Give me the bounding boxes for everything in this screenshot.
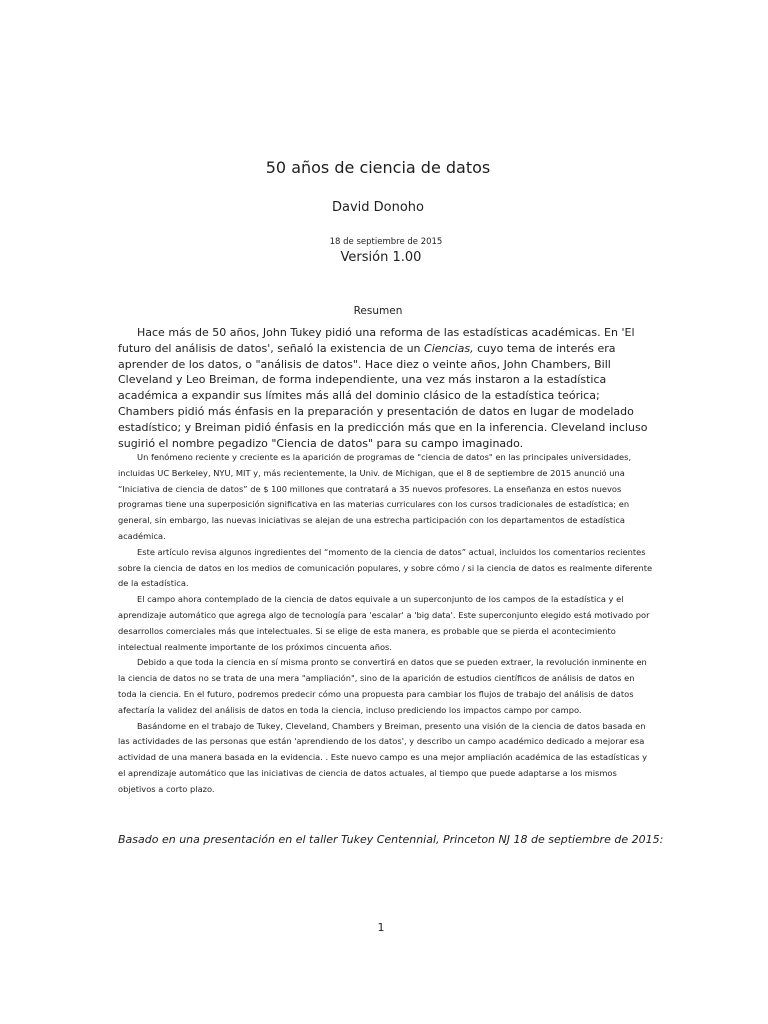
abstract-text bbox=[118, 325, 654, 451]
paper-version: Versión 1.00 bbox=[340, 250, 422, 265]
page-number: 1 bbox=[377, 921, 385, 934]
paper-author: David Donoho bbox=[331, 200, 424, 215]
body-paragraph: El campo ahora contemplado de la ciencia de datos equivale a un superconjunto de los campos de la estadística y el aprendizaje automático que agrega algo de tecnología para 'escalar' a 'big data'. Este superconjunto elegido está motivado por desarrollos comerciales más que intelectuales. Si se elige de esta manera, es probable que se pierda el acontecimiento intelectual realmente importante de los próximos cincuenta años. bbox=[118, 594, 650, 652]
abstract-italic-term: Ciencias, bbox=[424, 341, 474, 355]
paper-date: 18 de septiembre de 2015 bbox=[329, 237, 443, 247]
abstract-text-part-1: Hace más de 50 años, John Tukey pidió una reforma de las estadísticas académicas. En 'El futuro del análisis de datos', señaló la existencia de un bbox=[118, 326, 635, 355]
abstract-text-part-2: cuyo tema de interés era aprender de los datos, o "análisis de datos". Hace diez o veinte años, John Chambers, Bill Cleveland y Leo Breiman, de forma independiente, una vez más instaron a la estadística académica a expandir sus límites más allá del dominio clásico de la estadística teórica; Chambers pidió más énfasis en la preparación y presentación de datos en lugar de modelado estadístico; y Breiman pidió énfasis en la predicción más que en la inferencia. Cleveland incluso sugirió el nombre pegadizo "Ciencia de datos" para su campo imaginado. bbox=[118, 341, 648, 450]
body-paragraph: Un fenómeno reciente y creciente es la aparición de programas de "ciencia de datos" en las principales universidades, incluidas UC Berkeley, NYU, MIT y, más recientemente, la Univ. de Michigan, que el 8 de septiembre de 2015 anunció una “Iniciativa de ciencia de datos” de $ 100 millones que contratará a 35 nuevos profesores. La enseñanza en estos nuevos programas tiene una superposición significativa en las materias curriculares con los cursos tradicionales de estadística; en general, sin embargo, las nuevas iniciativas se alejan de una estrecha participación con los departamentos de estadística académica. bbox=[118, 452, 632, 541]
paper-title: 50 años de ciencia de datos bbox=[265, 158, 491, 177]
abstract-heading: Resumen bbox=[353, 305, 403, 317]
body-text bbox=[118, 450, 654, 798]
body-paragraph: Debido a que toda la ciencia en sí misma pronto se convertirá en datos que se pueden extraer, la revolución inminente en la ciencia de datos no se trata de una mera "ampliación", sino de la aparición de estudios científicos de análisis de datos en toda la ciencia. En el futuro, podremos predecir cómo una propuesta para cambiar los flujos de trabajo del análisis de datos afectaría la validez del análisis de datos en toda la ciencia, incluso prediciendo los impactos campo por campo. bbox=[118, 657, 647, 715]
body-paragraph: Este artículo revisa algunos ingredientes del “momento de la ciencia de datos” actual, incluidos los comentarios recientes sobre la ciencia de datos en los medios de comunicación populares, y sobre cómo / si la ciencia de datos es realmente diferente de la estadística. bbox=[118, 546, 653, 589]
presentation-note: Basado en una presentación en el taller Tukey Centennial, Princeton NJ 18 de septiembre de 2015: bbox=[118, 833, 664, 846]
body-paragraph: Basándome en el trabajo de Tukey, Cleveland, Chambers y Breiman, presento una visión de la ciencia de datos basada en las actividades de las personas que están 'aprendiendo de los datos', y describo un campo académico dedicado a mejorar esa actividad de una manera basada en la evidencia. . Este nuevo campo es una mejor ampliación académica de las estadísticas y el aprendizaje automático que las iniciativas de ciencia de datos actuales, al tiempo que puede adaptarse a los mismos objetivos a corto plazo. bbox=[118, 720, 648, 794]
